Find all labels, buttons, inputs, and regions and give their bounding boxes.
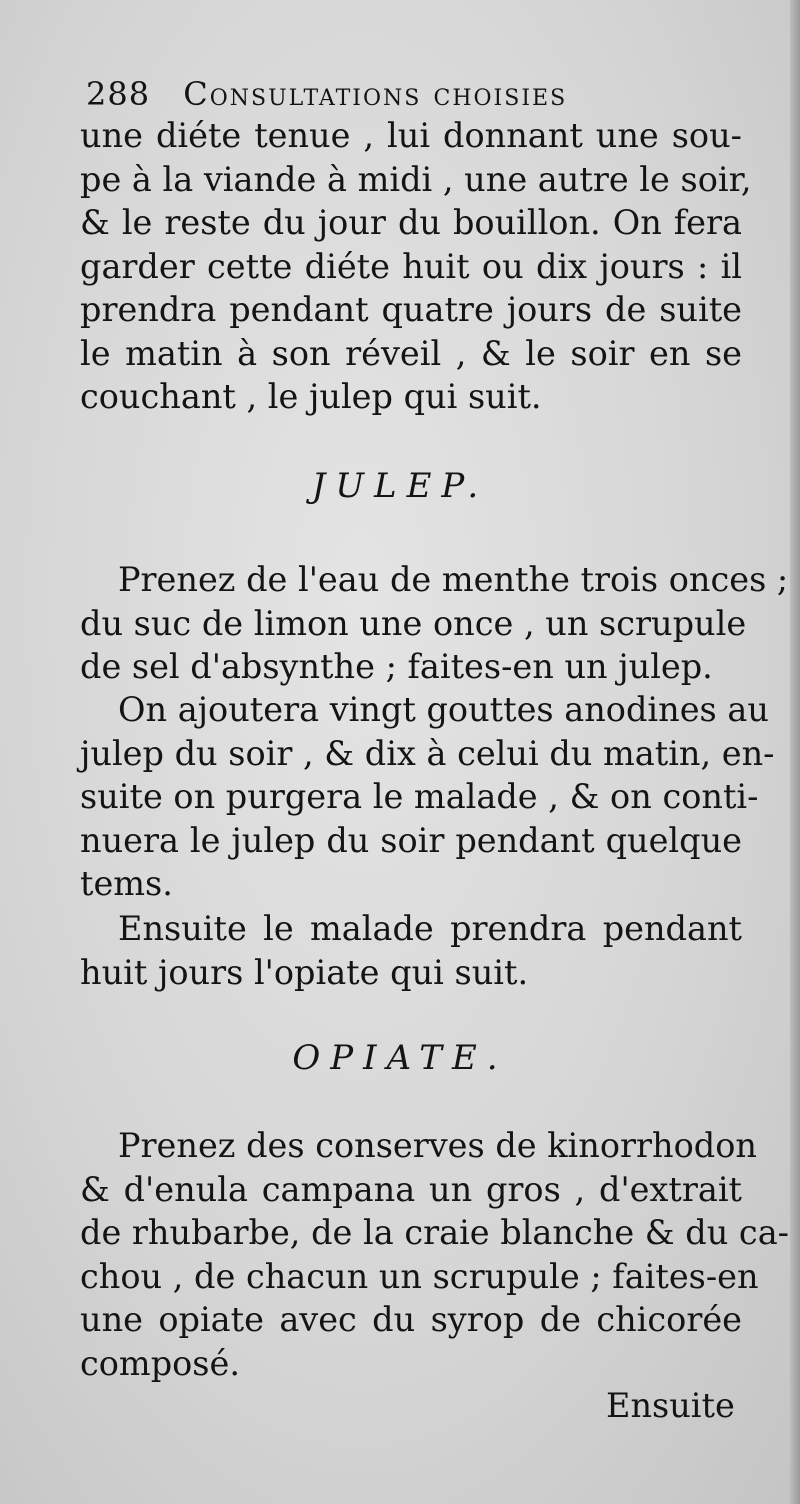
text-line: suite on purgera le malade , & on conti-	[80, 777, 759, 816]
heading-julep: JULEP.	[311, 466, 489, 506]
paragraph-diet	[80, 114, 752, 419]
paragraph-opiate-intro	[80, 907, 742, 994]
text-line: huit jours l'opiate qui suit.	[80, 952, 529, 992]
page-number: 288	[86, 75, 151, 113]
heading-opiate: OPIATE.	[292, 1038, 508, 1078]
text-line: tems.	[80, 864, 173, 903]
text-line: garder cette diéte huit ou dix jours : il	[80, 246, 742, 286]
paragraph-opiate-recipe	[80, 1124, 789, 1385]
text-line: chou , de chacun un scrupule ; faites-en	[80, 1256, 759, 1296]
text-line: On ajoutera vingt gouttes anodines au	[118, 690, 769, 729]
running-title: Consultations choisies	[183, 75, 568, 113]
text-line: Prenez de l'eau de menthe trois onces ;	[118, 560, 789, 599]
paragraph-julep-note	[80, 688, 775, 906]
text-line: julep du soir , & dix à celui du matin, en-	[80, 733, 775, 773]
text-line: de rhubarbe, de la craie blanche & du ca-	[80, 1213, 789, 1252]
page-edge-shadow	[790, 0, 800, 1504]
running-header	[86, 74, 746, 114]
text-line: nuera le julep du soir pendant quelque	[80, 820, 742, 860]
text-line: & le reste du jour du bouillon. On fera	[80, 203, 742, 242]
text-line: une opiate avec du syrop de chicorée	[80, 1300, 742, 1339]
text-line: composé.	[80, 1343, 240, 1383]
text-line: le matin à son réveil , & le soir en se	[80, 333, 742, 373]
text-line: & d'enula campana un gros , d'extrait	[80, 1169, 742, 1209]
paragraph-julep-recipe	[80, 558, 789, 689]
text-line: Ensuite le malade prendra pendant	[118, 909, 742, 948]
text-line: du suc de limon une once , un scrupule	[80, 603, 747, 643]
text-line: Prenez des conserves de kinorrhodon	[118, 1126, 757, 1165]
catchword: Ensuite	[606, 1386, 735, 1425]
text-line: pe à la viande à midi , une autre le soir,	[80, 159, 752, 199]
text-line: de sel d'absynthe ; faites-en un julep.	[80, 647, 713, 686]
text-line: couchant , le julep qui suit.	[80, 377, 542, 416]
text-line: une diéte tenue , lui donnant une sou-	[80, 116, 742, 155]
text-line: prendra pendant quatre jours de suite	[80, 290, 742, 329]
